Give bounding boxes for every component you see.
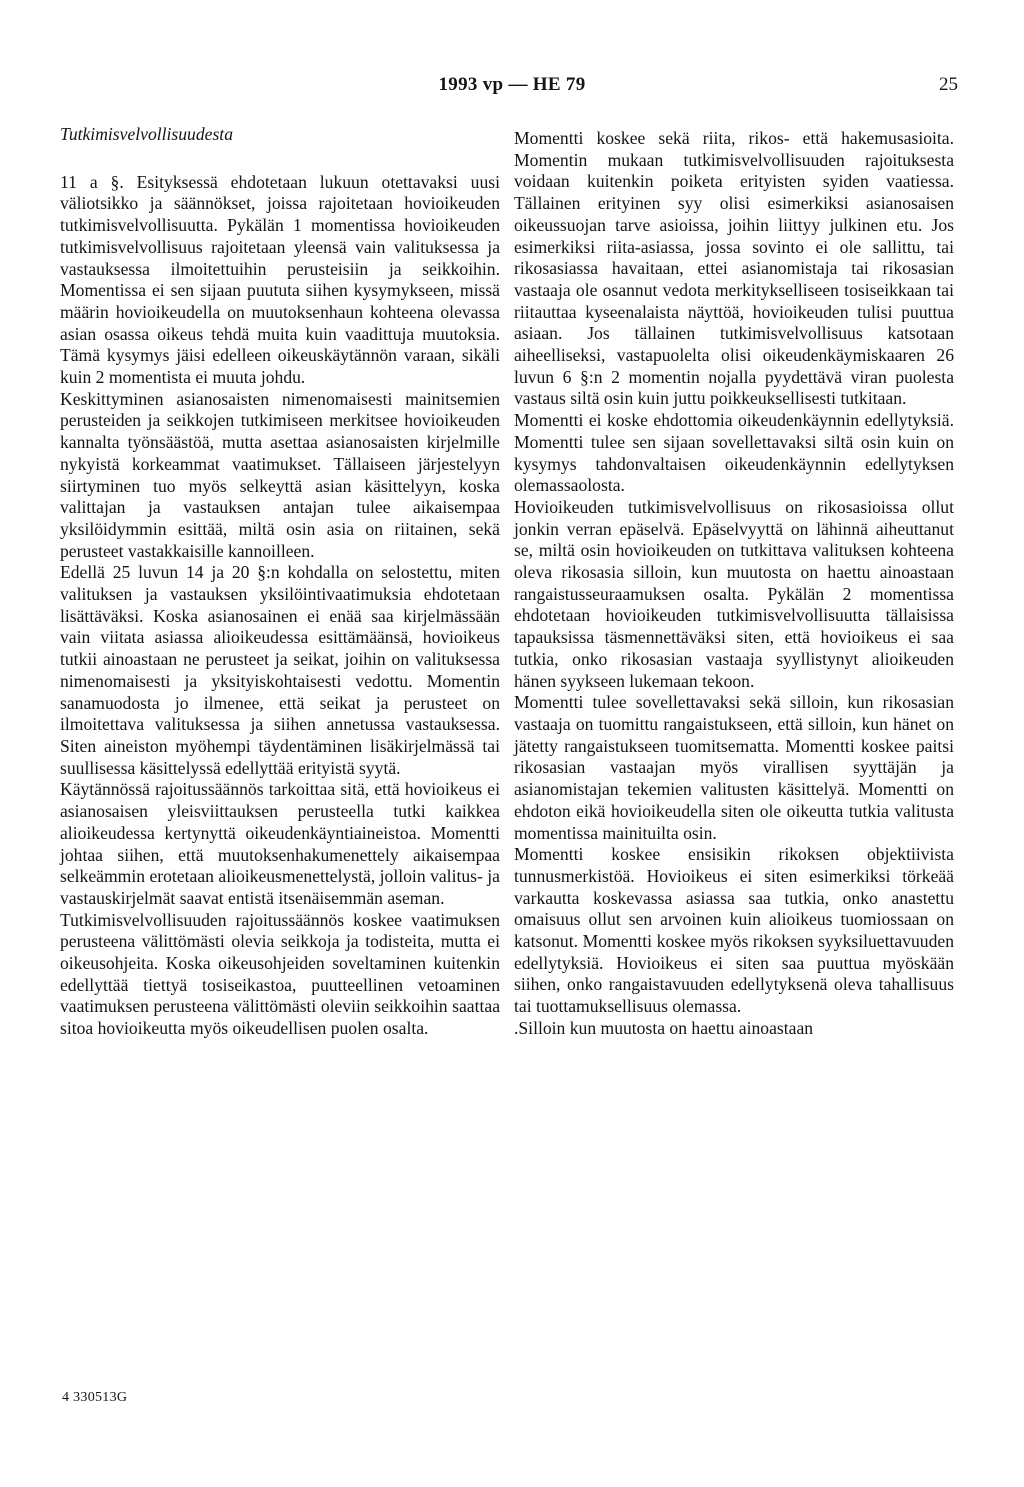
- section-heading: Tutkimisvelvollisuudesta: [60, 124, 233, 144]
- page-header: [0, 74, 1024, 104]
- right-paragraph-1: Momentti koskee sekä riita, rikos- että hakemusasioita. Momentin mukaan tutkimisvelvollisuuden rajoituksesta voidaan kuitenkin poiketa erityisten syiden vaatiessa. Tällainen erityinen syy olisi esimerkiksi asianosaisen oikeussuojan tarve asioissa, joihin liittyy julkinen etu. Jos esimerkiksi riita-asiassa, jossa sovinto ei ole sallittu, tai rikosasiassa havaitaan, ettei asianomistaja tai rikosasian vastaaja ole osannut vedota merkitykselliseen tosiseikkaan tai riitauttaa kyseenalaista näyttöä, hovioikeuden tulisi puuttua asiaan. Jos tällainen tutkimisvelvollisuus katsotaan aiheelliseksi, vastapuolelta olisi oikeudenkäymiskaaren 26 luvun 6 §:n 2 momentin nojalla pyydettävä viran puolesta vastaus siltä osin kuin juttu poikkeuksellisesti tutkitaan.: [514, 128, 954, 409]
- right-paragraph-4: Momentti tulee sovellettavaksi sekä silloin, kun rikosasian vastaaja on tuomittu rangaistukseen, että silloin, kun hänet on jätetty rangaistukseen tuomitsematta. Momentti koskee paitsi rikosasian vastaajan myös virallisen syyttäjän ja asianomistajan tekemien valitusten käsittelyä. Momentti on ehdoton eikä hovioikeudella siten ole oikeutta tutkia valitusta momentissa mainituilta osin.: [514, 692, 954, 843]
- page-number: 25: [939, 74, 958, 95]
- right-paragraph-6: .Silloin kun muutosta on haettu ainoastaan: [514, 1017, 814, 1038]
- left-paragraph-5: Tutkimisvelvollisuuden rajoitussäännös koskee vaatimuksen perusteena välittömästi olevia seikkoja ja todisteita, mutta ei oikeusohjeita. Koska oikeusohjeiden soveltaminen kuitenkin edellyttää tiettyä tosiseikastoa, puutteellinen vetoaminen vaatimuksen perusteena välittömästi oleviin seikkoihin saattaa sitoa hovioikeutta myös oikeudellisen puolen osalta.: [60, 909, 500, 1039]
- left-paragraph-1: 11 a §. Esityksessä ehdotetaan lukuun otettavaksi uusi väliotsikko ja säännökset, joissa rajoitetaan hovioikeuden tutkimisvelvollisuutta. Pykälän 1 momentissa hovioikeuden tutkimisvelvollisuus rajoitetaan yleensä vain valituksessa ja vastauksessa ilmoitettuihin perusteisiin ja seikkoihin. Momentissa ei sen sijaan puututa siihen kysymykseen, missä määrin hovioikeudella on muutoksenhaun kohteena olevassa asian osassa oikeus tehdä muita kuin vaadittuja muutoksia. Tämä kysymys jäisi edelleen oikeuskäytännön varaan, sikäli kuin 2 momentista ei muuta johdu.: [60, 171, 500, 388]
- right-column: [514, 128, 954, 1040]
- left-paragraph-2: Keskittyminen asianosaisten nimenomaisesti mainitsemien perusteiden ja seikkojen tutkimiseen merkitsee hovioikeuden kannalta työnsäästöä, mutta asettaa asianosaisten kirjelmille nykyistä korkeammat vaatimukset. Tällaiseen järjestelyyn siirtyminen tuo myös selkeyttä asian käsittelyyn, koska valittajan ja vastauksen antajan tulee aikaisempaa yksilöidymmin esittää, miltä osin asia on riitainen, sekä perusteet vastakkaisille kannoilleen.: [60, 388, 500, 561]
- footer-print-code: 4 330513G: [62, 1390, 128, 1405]
- left-paragraph-4: Käytännössä rajoitussäännös tarkoittaa sitä, että hovioikeus ei asianosaisen yleisviittauksen perusteella tutki kaikkea alioikeudessa kertynyttä oikeudenkäyntiaineistoa. Momentti johtaa siihen, että muutoksenhakumenettely aikaisempaa selkeämmin erotetaan alioikeusmenettelystä, jolloin valitus- ja vastauskirjelmät saavat entistä itsenäisemmän aseman.: [60, 779, 500, 908]
- running-header-title: 1993 vp — HE 79: [438, 74, 586, 95]
- left-column: [60, 124, 500, 1040]
- right-paragraph-3: Hovioikeuden tutkimisvelvollisuus on rikosasioissa ollut jonkin verran epäselvä. Epäselvyyttä on lähinnä aiheuttanut se, miltä osin hovioikeuden on tutkittava valituksen kohteena oleva rikosasia silloin, kun muutosta on haettu ainoastaan rangaistusseuraamuksen osalta. Pykälän 2 momentissa ehdotetaan hovioikeuden tutkimisvelvollisuutta tällaisissa tapauksissa täsmennettäväksi siten, että hovioikeus ei saa tutkia, onko rikosasian vastaaja syyllistynyt alioikeuden hänen syykseen lukemaan tekoon.: [514, 496, 954, 691]
- right-paragraph-5: Momentti koskee ensisikin rikoksen objektiivista tunnusmerkistöä. Hovioikeus ei siten esimerkiksi törkeää varkautta koskevassa asiassa saa tutkia, onko anastettu omaisuus ollut sen arvoinen kuin alioikeus tuomiossaan on katsonut. Momentti koskee myös rikoksen syyksiluettavuuden edellytyksiä. Hovioikeus ei siten saa puuttua myöskään siihen, onko rangaistavuuden edellytyksenä oleva tahallisuus tai tuottamuksellisuus olemassa.: [514, 844, 954, 1017]
- left-paragraph-3: Edellä 25 luvun 14 ja 20 §:n kohdalla on selostettu, miten valituksen ja vastauksen yksilöintivaatimuksia ehdotetaan lisättäväksi. Koska asianosainen ei enää saa kirjelmässään vain viitata asiassa alioikeudessa esittämäänsä, hovioikeus tutkii ainoastaan ne perusteet ja seikat, joihin on valituksessa nimenomaisesti ja yksityiskohtaisesti vedottu. Momentin sanamuodosta jo ilmenee, että seikat ja perusteet on ilmoitettava valituksessa ja siihen annetussa vastauksessa. Siten aineiston myöhempi täydentäminen lisäkirjelmässä tai suullisessa käsittelyssä edellyttää erityistä syytä.: [60, 562, 500, 778]
- right-paragraph-2: Momentti ei koske ehdottomia oikeudenkäynnin edellytyksiä. Momentti tulee sen sijaan sovellettavaksi siltä osin kuin on kysymys tahdonvaltaisen oikeudenkäynnin edellytyksen olemassaolosta.: [514, 410, 954, 496]
